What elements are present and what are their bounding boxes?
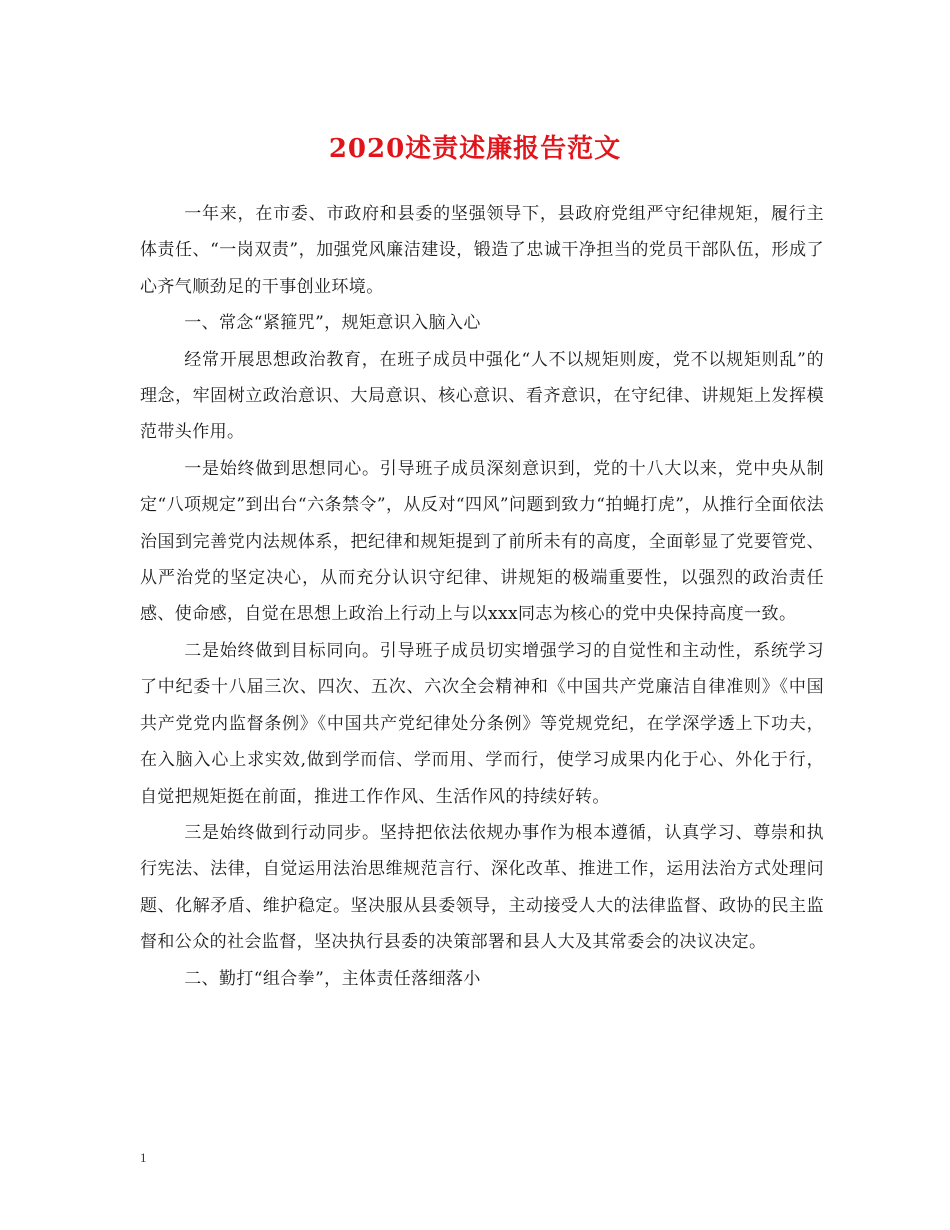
paragraph-intro: 一年来，在市委、市政府和县委的坚强领导下，县政府党组严守纪律规矩，履行主体责任、“一岗双责”，加强党风廉洁建设，锻造了忠诚干净担当的党员干部队伍，形成了心齐气顺劲足的干事创业环境。 (140, 204, 824, 297)
section-heading-2: 二、勤打“组合拳”，主体责任落细落小 (184, 968, 481, 989)
paragraph: 一是始终做到思想同心。引导班子成员深刻意识到，党的十八大以来，党中央从制定“八项规定”到出台“六条禁令”，从反对“四风”问题到致力“拍蝇打虎”，从推行全面依法治国到完善党内法规体系，把纪律和规矩提到了前所未有的高度，全面彰显了党要管党、从严治党的坚定决心，从而充分认识守纪律、讲规矩的极端重要性，以强烈的政治责任感、使命感，自觉在思想上政治上行动上与以xxx同志为核心的党中央保持高度一致。 (140, 458, 824, 625)
paragraph: 经常开展思想政治教育，在班子成员中强化“人不以规矩则废，党不以规矩则乱”的理念，牢固树立政治意识、大局意识、核心意识、看齐意识，在守纪律、讲规矩上发挥模范带头作用。 (140, 349, 824, 443)
section-heading-1: 一、常念“紧箍咒”，规矩意识入脑入心 (184, 313, 481, 334)
paragraph: 二是始终做到目标同向。引导班子成员切实增强学习的自觉性和主动性，系统学习了中纪委十八届三次、四次、五次、六次全会精神和《中国共产党廉洁自律准则》《中国共产党党内监督条例》《中国共产党纪律处分条例》等党规党纪，在学深学透上下功夫，在入脑入心上求实效,做到学而信、学而用、学而行，使学习成果内化于心、外化于行，自觉把规矩挺在前面，推进工作作风、生活作风的持续好转。 (140, 640, 824, 807)
paragraph: 三是始终做到行动同步。坚持把依法依规办事作为根本遵循，认真学习、尊崇和执行宪法、法律，自觉运用法治思维规范言行、深化改革、推进工作，运用法治方式处理问题、化解矛盾、维护稳定。坚决服从县委领导，主动接受人大的法律监督、政协的民主监督和公众的社会监督，坚决执行县委的决策部署和县人大及其常委会的决议决定。 (140, 822, 824, 953)
page-number: 1 (140, 1150, 147, 1165)
document-body (140, 196, 824, 997)
document-title: 2020述责述廉报告范文 (328, 134, 622, 164)
